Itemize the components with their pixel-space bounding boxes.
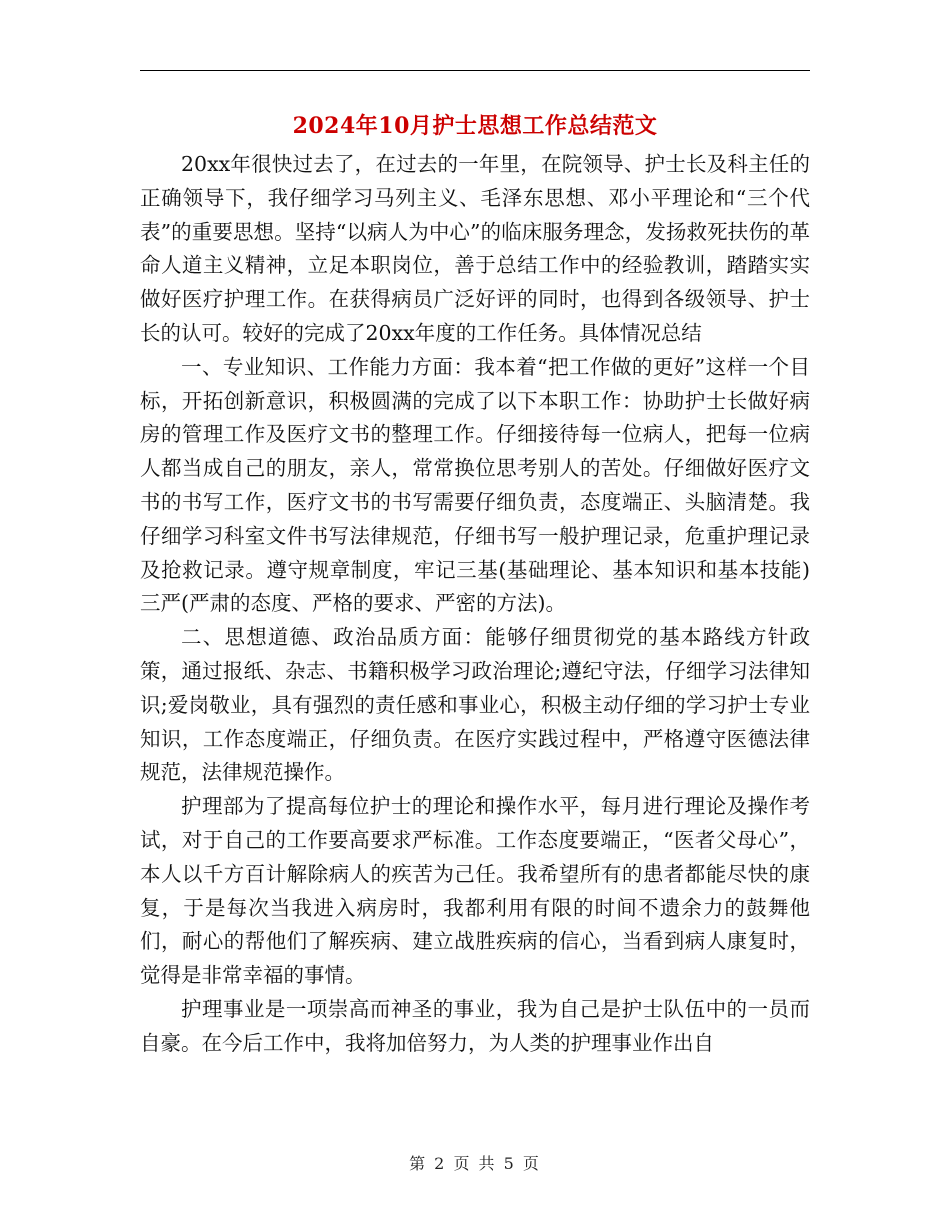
paragraph-nursing-career: 护理事业是一项崇高而神圣的事业，我为自己是护士队伍中的一员而自豪。在今后工作中，我将加倍努力，为人类的护理事业作出自	[140, 996, 810, 1055]
paragraph-nursing-department: 护理部为了提高每位护士的理论和操作水平，每月进行理论及操作考试，对于自己的工作要高要求严标准。工作态度要端正，“医者父母心”，本人以千方百计解除病人的疾苦为己任。我希望所有的患者都能尽快的康复，于是每次当我进入病房时，我都利用有限的时间不遗余力的鼓舞他们，耐心的帮他们了解疾病、建立战胜疾病的信心，当看到病人康复时，觉得是非常幸福的事情。	[140, 794, 810, 988]
header-rule	[140, 70, 810, 71]
paragraph-professional-skills: 一、专业知识、工作能力方面：我本着“把工作做的更好”这样一个目标，开拓创新意识，积极圆满的完成了以下本职工作：协助护士长做好病房的管理工作及医疗文书的整理工作。仔细接待每一位病人，把每一位病人都当成自己的朋友，亲人，常常换位思考别人的苦处。仔细做好医疗文书的书写工作，医疗文书的书写需要仔细负责，态度端正、头脑清楚。我仔细学习科室文件书写法律规范，仔细书写一般护理记录，危重护理记录及抢救记录。遵守规章制度，牢记三基(基础理论、基本知识和基本技能)三严(严肃的态度、严格的要求、严密的方法)。	[140, 354, 810, 616]
document-body	[140, 148, 810, 1061]
paragraph-moral-quality: 二、思想道德、政治品质方面：能够仔细贯彻党的基本路线方针政策，通过报纸、杂志、书籍积极学习政治理论;遵纪守法，仔细学习法律知识;爱岗敬业，具有强烈的责任感和事业心，积极主动仔细的学习护士专业知识，工作态度端正，仔细负责。在医疗实践过程中，严格遵守医德法律规范，法律规范操作。	[140, 625, 810, 785]
paragraph-intro: 20xx年很快过去了，在过去的一年里，在院领导、护士长及科主任的正确领导下，我仔细学习马列主义、毛泽东思想、邓小平理论和“三个代表”的重要思想。坚持“以病人为中心”的临床服务理念，发扬救死扶伤的革命人道主义精神，立足本职岗位，善于总结工作中的经验教训，踏踏实实做好医疗护理工作。在获得病员广泛好评的同时，也得到各级领导、护士长的认可。较好的完成了20xx年度的工作任务。具体情况总结	[140, 152, 810, 345]
document-title: 2024年10月护士思想工作总结范文	[292, 113, 658, 139]
page-number: 第 2 页 共 5 页	[409, 1154, 541, 1173]
